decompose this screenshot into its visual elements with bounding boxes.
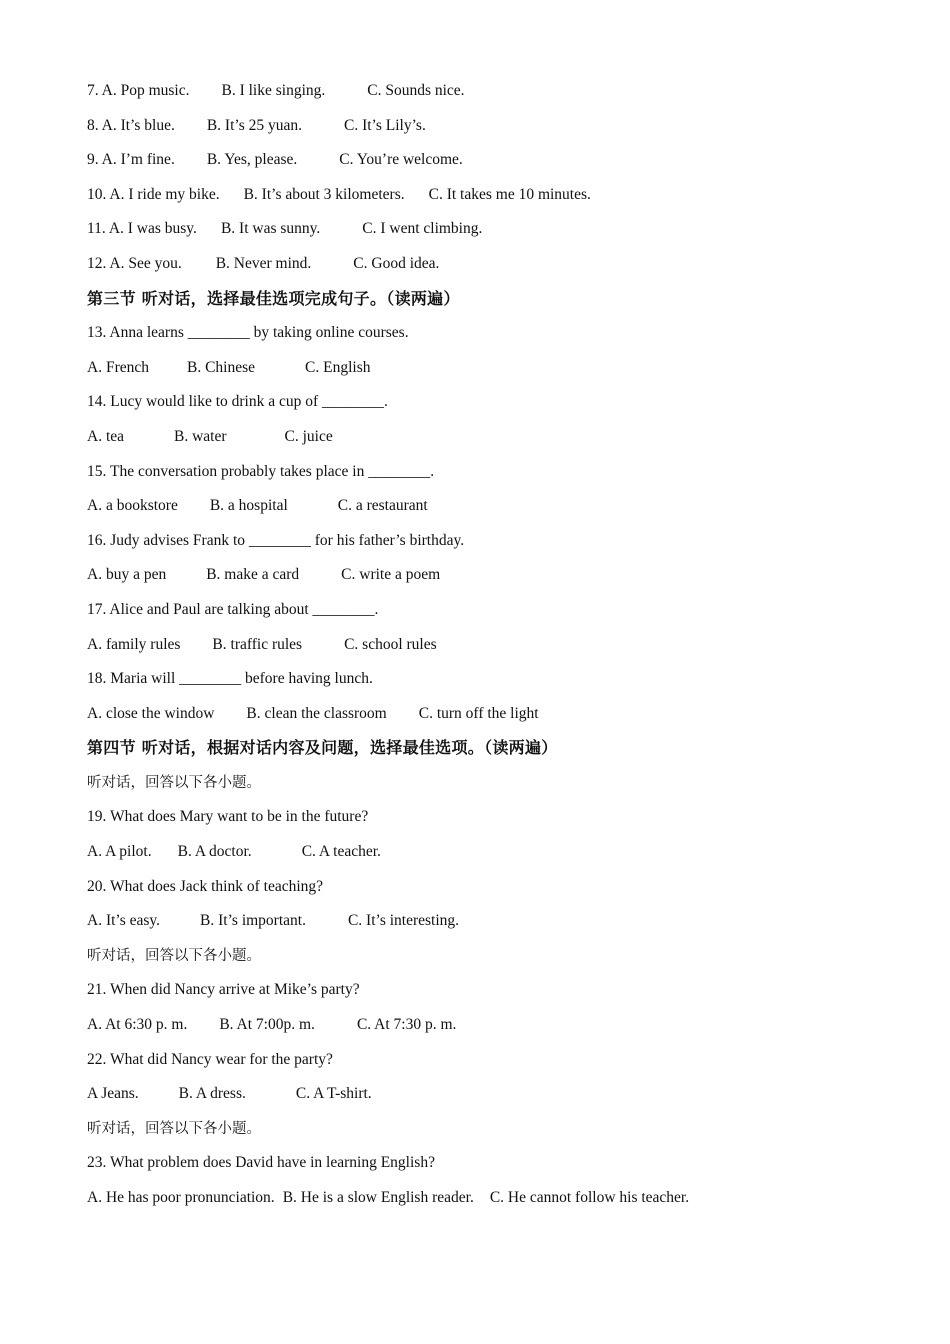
answer-options-row bbox=[87, 1012, 917, 1047]
answer-option: A. French bbox=[87, 358, 149, 376]
answer-option: C. English bbox=[305, 358, 371, 376]
answer-option: C. write a poem bbox=[341, 566, 441, 584]
question-text: 22. What did Nancy wear for the party? bbox=[87, 1050, 333, 1068]
answer-option: C. It’s interesting. bbox=[347, 912, 460, 930]
listening-instruction: 听对话，回答以下各小题。 bbox=[87, 1120, 261, 1137]
answer-option: C. He cannot follow his teacher. bbox=[489, 1189, 690, 1206]
answer-option: 12. A. See you. bbox=[87, 254, 182, 272]
answer-options-row bbox=[87, 251, 917, 286]
answer-option: B. make a card bbox=[206, 566, 300, 584]
answer-options-row bbox=[87, 701, 917, 736]
answer-option: 11. A. I was busy. bbox=[87, 220, 197, 238]
answer-options-row bbox=[87, 78, 917, 113]
answer-option: A. family rules bbox=[87, 635, 181, 653]
document-page bbox=[87, 78, 917, 1220]
answer-option: C. At 7:30 p. m. bbox=[356, 1016, 457, 1034]
answer-options-row bbox=[87, 182, 917, 217]
answer-option: B. At 7:00p. m. bbox=[219, 1016, 315, 1034]
answer-options-row bbox=[87, 1081, 917, 1116]
question-text: 23. What problem does David have in learning English? bbox=[87, 1154, 435, 1172]
answer-option: A Jeans. bbox=[87, 1085, 139, 1103]
section-heading: 第三节 听对话，选择最佳选项完成句子。（读两遍） bbox=[87, 288, 460, 308]
answer-option: B. A doctor. bbox=[177, 843, 252, 861]
answer-options-row bbox=[87, 908, 917, 943]
answer-option: B. It’s important. bbox=[200, 912, 306, 930]
answer-option: C. turn off the light bbox=[418, 704, 539, 722]
answer-option: C. I went climbing. bbox=[362, 220, 483, 238]
answer-option: B. I like singing. bbox=[221, 82, 326, 99]
answer-option: A. a bookstore bbox=[87, 497, 178, 515]
answer-options-row bbox=[87, 1185, 917, 1220]
listening-instruction: 听对话，回答以下各小题。 bbox=[87, 947, 261, 964]
question-text: 19. What does Mary want to be in the future? bbox=[87, 808, 369, 826]
answer-option: C. It’s Lily’s. bbox=[344, 116, 426, 134]
answer-options-row bbox=[87, 493, 917, 528]
answer-option: A. tea bbox=[87, 427, 125, 445]
question-text: 18. Maria will ________ before having lunch. bbox=[87, 670, 373, 688]
answer-options-row bbox=[87, 839, 917, 874]
section-heading: 第四节 听对话，根据对话内容及问题，选择最佳选项。（读两遍） bbox=[87, 738, 558, 758]
answer-option: C. Good idea. bbox=[353, 254, 440, 272]
answer-options-row bbox=[87, 147, 917, 182]
answer-options-row bbox=[87, 632, 917, 667]
answer-option: B. clean the classroom bbox=[246, 704, 387, 722]
answer-option: C. juice bbox=[284, 427, 333, 445]
answer-option: C. You’re welcome. bbox=[339, 151, 463, 169]
answer-option: C. Sounds nice. bbox=[367, 82, 465, 99]
answer-option: 9. A. I’m fine. bbox=[87, 151, 175, 169]
answer-option: B. Yes, please. bbox=[206, 151, 298, 169]
answer-option: B. It’s 25 yuan. bbox=[206, 116, 302, 134]
answer-option: C. a restaurant bbox=[337, 497, 428, 515]
question-text: 20. What does Jack think of teaching? bbox=[87, 877, 324, 895]
answer-option: C. A T-shirt. bbox=[295, 1085, 372, 1103]
answer-option: B. traffic rules bbox=[212, 635, 303, 653]
answer-option: B. It’s about 3 kilometers. bbox=[243, 185, 405, 203]
answer-option: B. Chinese bbox=[187, 358, 256, 376]
answer-option: B. It was sunny. bbox=[220, 220, 321, 238]
answer-options-row bbox=[87, 216, 917, 251]
answer-option: 10. A. I ride my bike. bbox=[87, 185, 220, 203]
answer-option: C. school rules bbox=[344, 635, 437, 653]
answer-option: B. He is a slow English reader. bbox=[282, 1189, 474, 1206]
answer-option: A. A pilot. bbox=[87, 843, 152, 861]
answer-option: A. It’s easy. bbox=[87, 912, 161, 930]
answer-option: B. a hospital bbox=[209, 497, 288, 515]
answer-option: B. Never mind. bbox=[215, 254, 312, 272]
answer-option: A. He has poor pronunciation. bbox=[87, 1189, 275, 1206]
question-text: 15. The conversation probably takes place in ________. bbox=[87, 462, 435, 480]
answer-option: B. A dress. bbox=[178, 1085, 246, 1103]
question-text: 21. When did Nancy arrive at Mike’s party? bbox=[87, 981, 360, 999]
question-text: 14. Lucy would like to drink a cup of ________. bbox=[87, 393, 388, 411]
answer-options-row bbox=[87, 355, 917, 390]
answer-options-row bbox=[87, 424, 917, 459]
answer-option: C. A teacher. bbox=[301, 843, 381, 861]
listening-instruction: 听对话，回答以下各小题。 bbox=[87, 774, 261, 791]
answer-options-row bbox=[87, 562, 917, 597]
answer-option: A. At 6:30 p. m. bbox=[87, 1016, 188, 1034]
answer-options-row bbox=[87, 113, 917, 148]
answer-option: A. close the window bbox=[87, 704, 215, 722]
answer-option: A. buy a pen bbox=[87, 566, 167, 584]
answer-option: B. water bbox=[174, 427, 227, 445]
question-text: 13. Anna learns ________ by taking online courses. bbox=[87, 324, 409, 342]
answer-option: 8. A. It’s blue. bbox=[87, 116, 175, 134]
question-text: 16. Judy advises Frank to ________ for his father’s birthday. bbox=[87, 531, 465, 549]
question-text: 17. Alice and Paul are talking about ________. bbox=[87, 600, 379, 618]
answer-option: C. It takes me 10 minutes. bbox=[428, 185, 591, 203]
answer-option: 7. A. Pop music. bbox=[87, 82, 190, 99]
